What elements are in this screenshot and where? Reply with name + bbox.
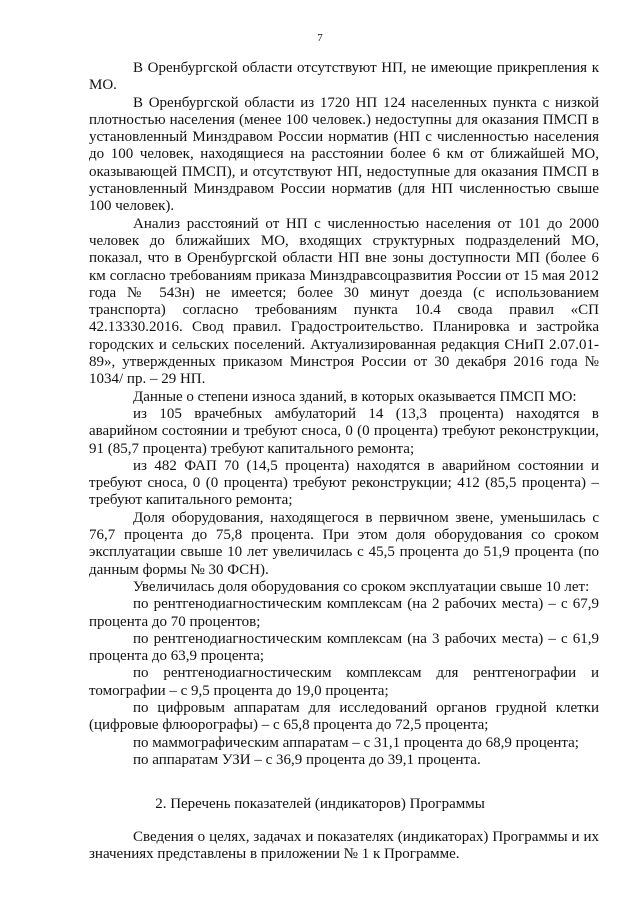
paragraph: по рентгенодиагностическим комплексам (на 2 рабочих места) – с 67,9 процента до 70 процентов;	[89, 596, 599, 630]
paragraph: по маммографическим аппаратам – с 31,1 процента до 68,9 процента;	[133, 734, 579, 751]
paragraph: Данные о степени износа зданий, в которых оказывается ПМСП МО:	[133, 388, 577, 405]
paragraph: по цифровым аппаратам для исследований органов грудной клетки (цифровые флюорографы) – с 65,8 процента до 72,5 процента;	[89, 699, 599, 734]
document-body	[89, 60, 599, 769]
paragraph: Анализ расстояний от НП с численностью населения от 101 до 2000 человек до ближайших МО, входящих структурных подразделений МО, показал, что в Оренбургской области НП вне зоны доступности МП (более 6 км согласно требованиям приказа Минздравсоцразвития России от 15 мая 2012 года № 543н) не имеется; более 30 минут доезда (с использованием транспорта) согласно требованиям пункта 10.4 свода правил «СП 42.13330.2016. Свод правил. Градостроительство. Планировка и застройка городских и сельских поселений. Актуализированная редакция СНиП 2.07.01-89», утвержденных приказом Минстроя России от 30 декабря 2016 года № 1034/ пр. – 29 НП.	[89, 215, 599, 388]
final-paragraph: Сведения о целях, задачах и показателях (индикаторах) Программы и их значениях представлены в приложении № 1 к Программе.	[89, 829, 599, 863]
paragraph: В Оренбургской области из 1720 НП 124 населенных пункта с низкой плотностью населения (менее 100 человек.) недоступны для оказания ПМСП в установленный Минздравом России норматив (НП с численностью населения до 100 человек, находящиеся на расстоянии более 6 км от ближайшей МО, оказывающей ПМСП), и отсутствуют НП, недоступные для оказания ПМСП в установленный Минздравом России норматив (для НП численностью свыше 100 человек).	[89, 94, 599, 215]
paragraph: из 105 врачебных амбулаторий 14 (13,3 процента) находятся в аварийном состоянии и требуют сноса, 0 (0 процента) требуют реконструкции, 91 (85,7 процента) требуют капитального ремонта;	[89, 405, 599, 457]
paragraph: Доля оборудования, находящегося в первичном звене, уменьшилась с 76,7 процента до 75,8 процента. При этом доля оборудования со сроком эксплуатации свыше 10 лет увеличилась с 45,5 процента до 51,9 процента (по данным формы № 30 ФСН).	[89, 509, 599, 578]
paragraph: из 482 ФАП 70 (14,5 процента) находятся в аварийном состоянии и требуют сноса, 0 (0 процента) требуют реконструкции; 412 (85,5 процента) – требуют капитального ремонта;	[89, 457, 599, 509]
paragraph: В Оренбургской области отсутствуют НП, не имеющие прикрепления к МО.	[89, 60, 599, 94]
paragraph: по аппаратам УЗИ – с 36,9 процента до 39,1 процента.	[133, 751, 481, 768]
final-section	[89, 829, 599, 864]
paragraph: по рентгенодиагностическим комплексам для рентгенографии и томографии – с 9,5 процента до 19,0 процента;	[89, 665, 599, 699]
section-heading: 2. Перечень показателей (индикаторов) Программы	[155, 796, 485, 812]
paragraph: Увеличилась доля оборудования со сроком эксплуатации свыше 10 лет:	[133, 578, 590, 595]
paragraph: по рентгенодиагностическим комплексам (на 3 рабочих места) – с 61,9 процента до 63,9 процента;	[89, 630, 599, 665]
page-number: 7	[317, 32, 323, 44]
